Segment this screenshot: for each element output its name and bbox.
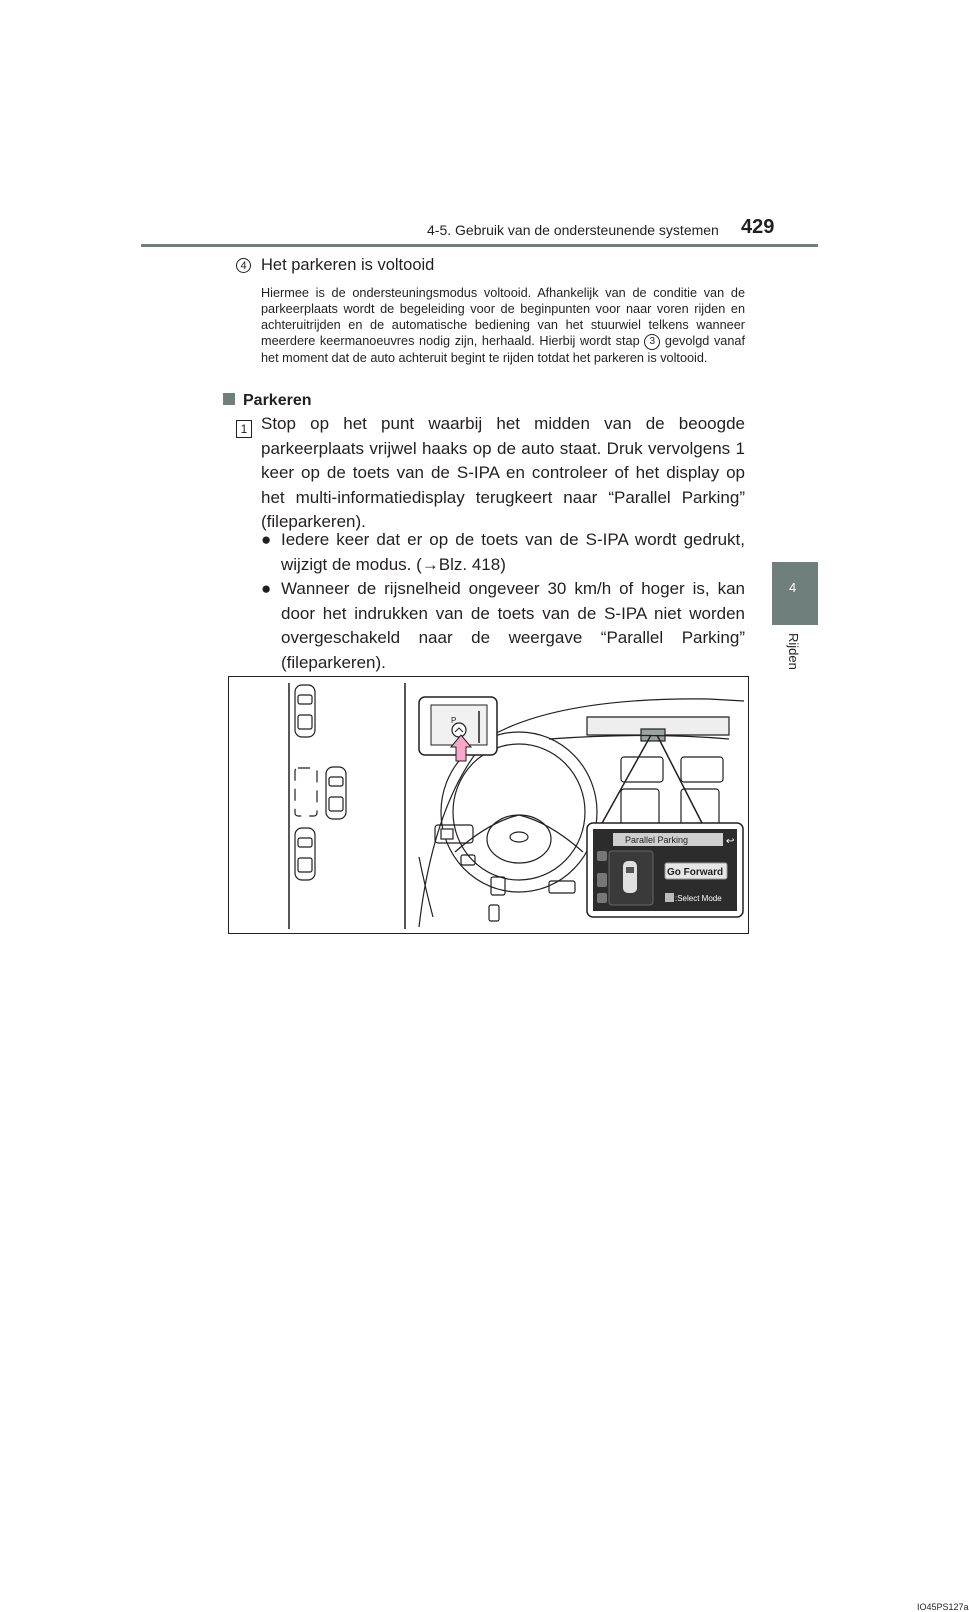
multi-information-display bbox=[587, 823, 743, 917]
step-4-text-before: Hiermee is de ondersteuningsmodus voltooid. Afhankelijk van de conditie van de parkeerplaats wordt de begeleiding voor de beginpunten voor naar voren rijden en achteruitrijden en de automatische bediening van het stuurwiel telkens wanneer meerdere keermanoeuvres nodig zijn, herhaald. Hierbij wordt stap bbox=[261, 286, 745, 348]
bullet-text: Wanneer de rijsnelheid ongeveer 30 km/h of hoger is, kan door het indrukken van de toets van de S-IPA niet worden overgeschakeld naar de weergave “Parallel Parking” (fileparkeren). bbox=[281, 579, 745, 672]
step-4-description bbox=[261, 285, 745, 366]
step-4-title: Het parkeren is voltooid bbox=[261, 256, 435, 274]
step-4-marker: 4 bbox=[236, 258, 251, 273]
figure-illustration bbox=[228, 676, 969, 1612]
chapter-tab-rule bbox=[772, 622, 818, 625]
step-1-marker: 1 bbox=[236, 420, 252, 438]
back-icon: ↩ bbox=[726, 836, 735, 847]
select-mode-label: :Select Mode bbox=[675, 894, 722, 903]
figure-svg bbox=[229, 677, 748, 933]
bullet-item bbox=[261, 528, 745, 577]
section-title: Parkeren bbox=[243, 392, 312, 409]
header-rule bbox=[141, 244, 818, 247]
own-car bbox=[326, 767, 346, 819]
figure-code: IO45PS127a bbox=[917, 1602, 969, 1612]
display-title: Parallel Parking bbox=[625, 835, 689, 845]
chapter-number: 4 bbox=[789, 580, 797, 595]
target-parking-space bbox=[295, 768, 317, 816]
callout-line-right bbox=[657, 735, 703, 825]
go-forward-label: Go Forward bbox=[667, 867, 724, 878]
bullet-dot: ● bbox=[261, 530, 272, 549]
callout-line-left bbox=[601, 735, 651, 825]
bullet-text: Iedere keer dat er op de toets van de S-IPA wordt gedrukt, wijzigt de modus. (→Blz. 418) bbox=[281, 530, 745, 574]
chapter-label: Rijden bbox=[786, 633, 801, 670]
header-section-title: 4-5. Gebruik van de ondersteunende systemen bbox=[427, 222, 719, 238]
step-3-reference-marker: 3 bbox=[644, 334, 660, 350]
bullet-dot: ● bbox=[261, 579, 272, 598]
step-4-text-after: gevolgd vanaf het moment dat de auto achteruit begint te rijden totdat het parkeren is voltooid. bbox=[261, 334, 745, 365]
step-1-paragraph: Stop op het punt waarbij het midden van de beoogde parkeerplaats vrijwel haaks op de auto staat. Druk vervolgens 1 keer op de toets van de S-IPA en controleer of het display op het multi-informatiedisplay terugkeert naar “Parallel Parking” (fileparkeren). bbox=[261, 414, 745, 531]
parked-car-rear bbox=[295, 828, 315, 880]
bullet-item bbox=[261, 577, 745, 675]
s-ipa-switch-inset bbox=[419, 697, 497, 761]
section-marker-square bbox=[223, 393, 235, 405]
page-number: 429 bbox=[741, 216, 775, 238]
switch-letter: P bbox=[451, 716, 457, 725]
parked-car-front bbox=[295, 685, 315, 737]
